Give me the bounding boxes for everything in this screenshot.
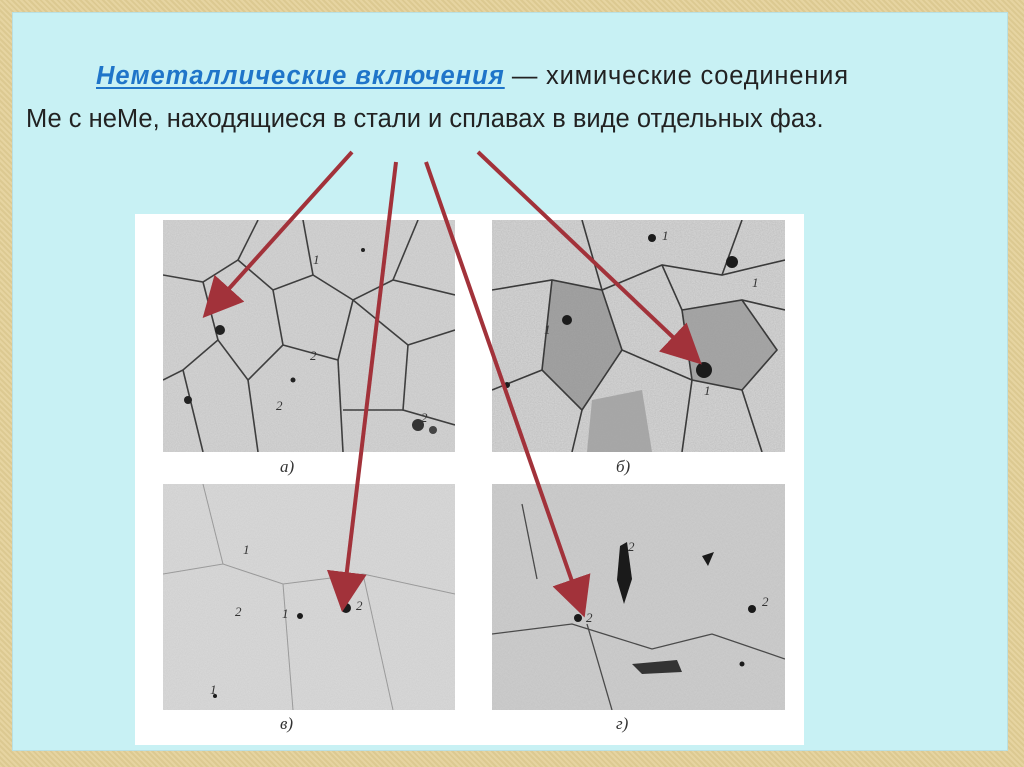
definition-line-1 xyxy=(26,55,1006,98)
grain-label: 1 xyxy=(544,322,551,337)
grain-label: 2 xyxy=(235,604,242,619)
grain-label: 2 xyxy=(628,539,635,554)
panel-caption-v: в) xyxy=(280,714,294,733)
panel-caption-a: а) xyxy=(280,457,295,476)
grain-label: 1 xyxy=(313,252,320,267)
micrograph-panel-b xyxy=(492,220,785,452)
definition-continuation: — химические соединения xyxy=(511,62,849,90)
micrograph-v-image xyxy=(163,484,455,710)
grain-label: 1 xyxy=(243,542,250,557)
definition-text xyxy=(26,55,1006,141)
grain-label: 1 xyxy=(752,275,759,290)
grain-label: 1 xyxy=(704,383,711,398)
grain-label: 1 xyxy=(282,606,289,621)
micrograph-figure xyxy=(135,214,804,745)
micrograph-panel-v xyxy=(163,484,455,710)
grain-label: 2 xyxy=(421,410,428,425)
definition-line-2: Ме с неМе, находящиеся в стали и сплавах в виде отдельных фаз. xyxy=(26,105,824,133)
grain-label: 1 xyxy=(662,228,669,243)
grain-label: 2 xyxy=(276,398,283,413)
micrograph-panel-a xyxy=(163,220,455,452)
grain-label: 1 xyxy=(210,682,217,697)
micrograph-a-image xyxy=(163,220,455,452)
grain-label: 2 xyxy=(762,594,769,609)
term-heading: Неметаллические включения xyxy=(96,62,505,90)
micrograph-b-image xyxy=(492,220,785,452)
grain-label: 2 xyxy=(356,598,363,613)
panel-caption-b: б) xyxy=(616,457,631,476)
micrograph-g-image xyxy=(492,484,785,710)
panel-caption-g: г) xyxy=(616,714,629,733)
grain-label: 2 xyxy=(310,348,317,363)
grain-label: 2 xyxy=(586,610,593,625)
micrograph-panel-g xyxy=(492,484,785,710)
